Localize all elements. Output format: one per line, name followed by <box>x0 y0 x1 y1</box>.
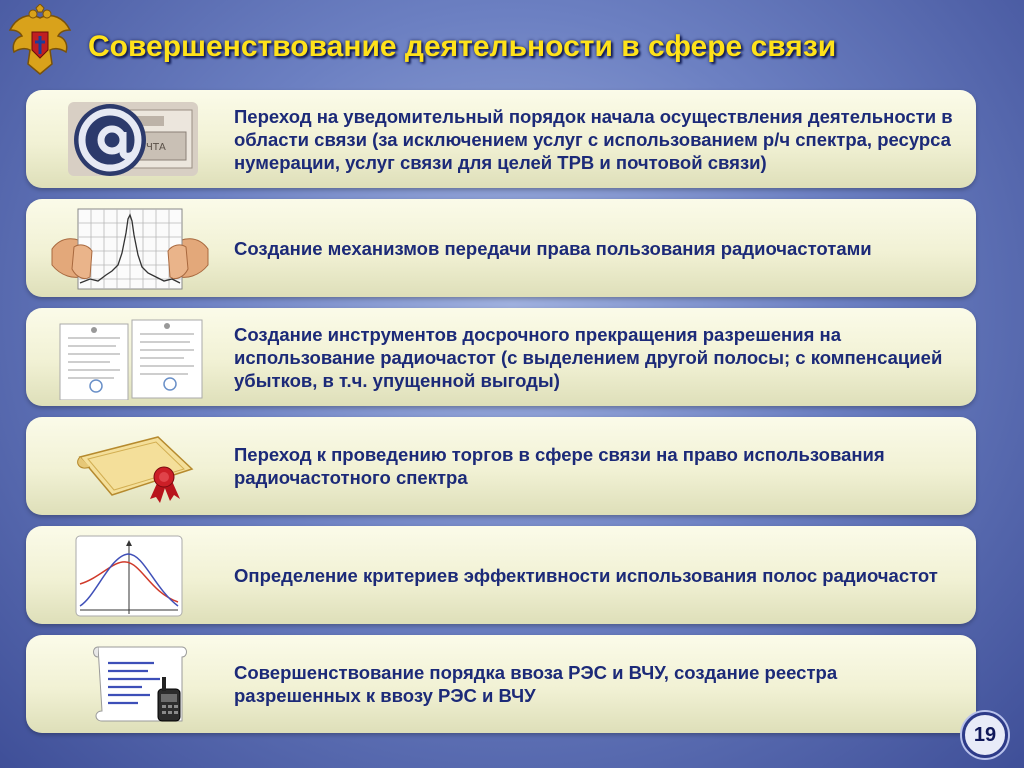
item-text: Переход к проведению торгов в сфере связи на право использования радиочастотного спектра <box>234 444 885 488</box>
at-sign-mail-icon <box>50 96 210 182</box>
registry-scroll-radio-icon <box>50 641 210 727</box>
svg-text:ЧТА: ЧТА <box>146 142 166 153</box>
list-item <box>26 417 976 515</box>
list-item <box>26 526 976 624</box>
item-text: Совершенствование порядка ввоза РЭС и ВЧУ, создание реестра разрешенных к ввозу РЭС и ВЧУ <box>234 662 838 706</box>
list-item <box>26 199 976 297</box>
list-item <box>26 635 976 733</box>
efficiency-graph-icon <box>50 532 210 618</box>
spectrum-transfer-icon <box>50 205 210 291</box>
slide-title: Совершенствование деятельности в сфере связи <box>88 30 837 63</box>
item-text: Создание механизмов передачи права пользования радиочастотами <box>234 237 872 259</box>
item-text: Переход на уведомительный порядок начала осуществления деятельности в области связи (за исключением услуг с использованием р/ч спектра, ресурса нумерации, услуг связи для целей ТРВ и почтовой связи) <box>234 105 953 173</box>
certificate-seal-icon <box>50 423 210 509</box>
documents-icon <box>50 314 210 400</box>
page-number-badge: 19 <box>962 712 1008 758</box>
item-text: Создание инструментов досрочного прекращения разрешения на использование радиочастот (с выделением другой полосы; с компенсацией убытков, в т.ч. упущенной выгоды) <box>234 323 943 391</box>
list-item <box>26 308 976 406</box>
list-item <box>26 90 976 188</box>
eagle-emblem-icon <box>6 4 74 80</box>
item-text: Определение критериев эффективности использования полос радиочастот <box>234 564 938 586</box>
